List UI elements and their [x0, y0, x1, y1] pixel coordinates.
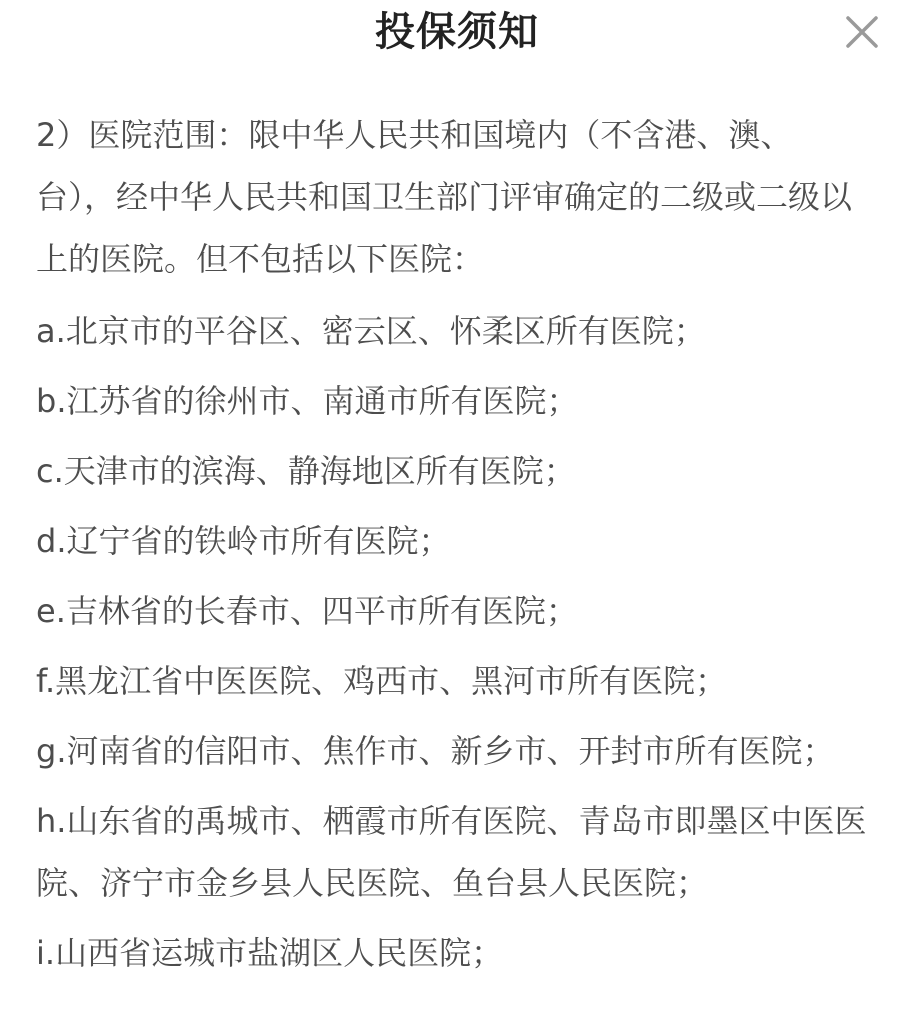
close-button[interactable]: [844, 14, 880, 50]
exclusion-item-e: e.吉林省的长春市、四平市所有医院；: [36, 592, 578, 630]
exclusion-item-i: i.山西省运城市盐湖区人民医院；: [36, 934, 504, 972]
exclusion-item-b: b.江苏省的徐州市、南通市所有医院；: [36, 382, 579, 420]
hospital-scope-intro: 2）医院范围：限中华人民共和国境内（不含港、澳、台），经中华人民共和国卫生部门评审确定的二级或二级以上的医院。但不包括以下医院：: [36, 116, 853, 278]
modal-header: [0, 0, 914, 70]
notice-content: [36, 104, 872, 992]
close-icon: [844, 14, 880, 50]
exclusion-item-h: h.山东省的禹城市、栖霞市所有医院、青岛市即墨区中医医院、济宁市金乡县人民医院、鱼台县人民医院；: [36, 802, 867, 902]
exclusion-item-d: d.辽宁省的铁岭市所有医院；: [36, 522, 451, 560]
exclusion-item-c: c.天津市的滨海、静海地区所有医院；: [36, 452, 576, 490]
exclusion-item-a: a.北京市的平谷区、密云区、怀柔区所有医院；: [36, 312, 706, 350]
page-title: 投保须知: [375, 9, 539, 55]
exclusion-item-f: f.黑龙江省中医医院、鸡西市、黑河市所有医院；: [36, 662, 728, 700]
exclusion-item-g: g.河南省的信阳市、焦作市、新乡市、开封市所有医院；: [36, 732, 835, 770]
